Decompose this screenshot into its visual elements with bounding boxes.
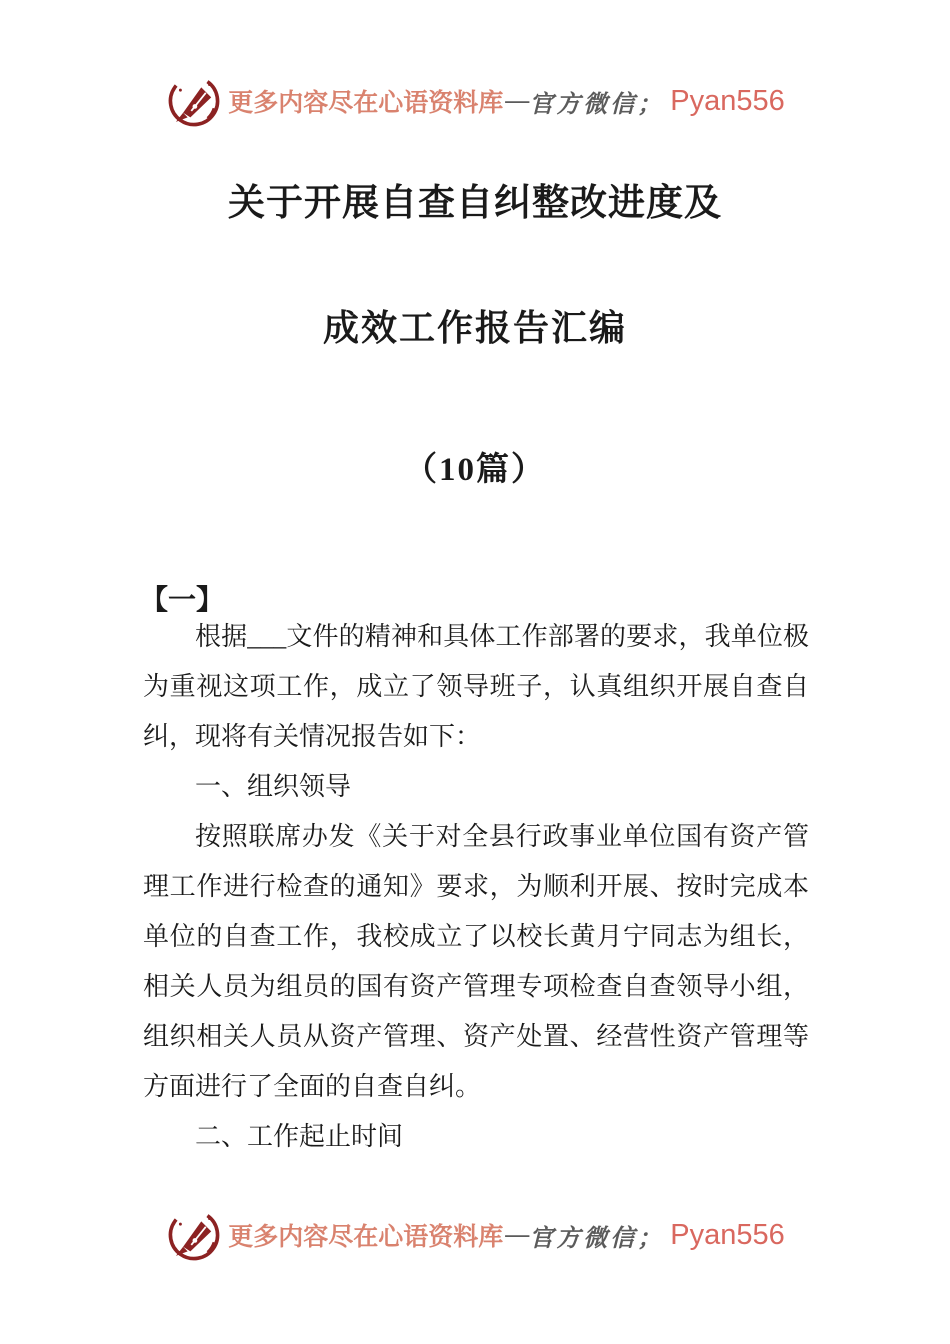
doc-title-line2: 成效工作报告汇编 xyxy=(322,308,627,348)
paragraph: 按照联席办发《关于对全县行政事业单位国有资产管理工作进行检查的通知》要求，为顺利开展、按时完成本单位的自查工作，我校成立了以校长黄月宁同志为组长，相关人员为组员的国有资产管理专项检查自查领导小组，组织相关人员从资产管理、资产处置、经营性资产管理等方面进行了全面的自查自纠。 xyxy=(143,822,809,1101)
brand-text: 更多内容尽在心语资料库 xyxy=(228,1224,504,1251)
subheading-paragraph: 二、工作起止时间 xyxy=(195,1122,404,1151)
wechat-id: Pyan556 xyxy=(670,1218,785,1251)
doc-title-line1: 关于开展自查自纠整改进度及 xyxy=(228,183,722,224)
volume-count: （10篇） xyxy=(404,452,546,488)
brand-separator: — xyxy=(505,87,530,114)
brand-separator: — xyxy=(505,1221,530,1248)
pen-nib-logo-icon xyxy=(165,1206,223,1264)
wechat-label: 官方微信； xyxy=(529,91,665,118)
header-branding xyxy=(0,72,950,130)
section-marker: 【一】 xyxy=(140,585,225,616)
wechat-id: Pyan556 xyxy=(670,84,785,117)
pen-nib-logo-icon xyxy=(165,72,223,130)
footer-branding xyxy=(0,1206,950,1264)
wechat-label: 官方微信； xyxy=(529,1225,665,1252)
subheading-paragraph: 一、组织领导 xyxy=(195,772,352,801)
brand-text: 更多内容尽在心语资料库 xyxy=(228,90,504,117)
paragraph: 根据___文件的精神和具体工作部署的要求，我单位极为重视这项工作，成立了领导班子，认真组织开展自查自纠，现将有关情况报告如下： xyxy=(143,622,809,751)
document-body xyxy=(143,612,809,1162)
